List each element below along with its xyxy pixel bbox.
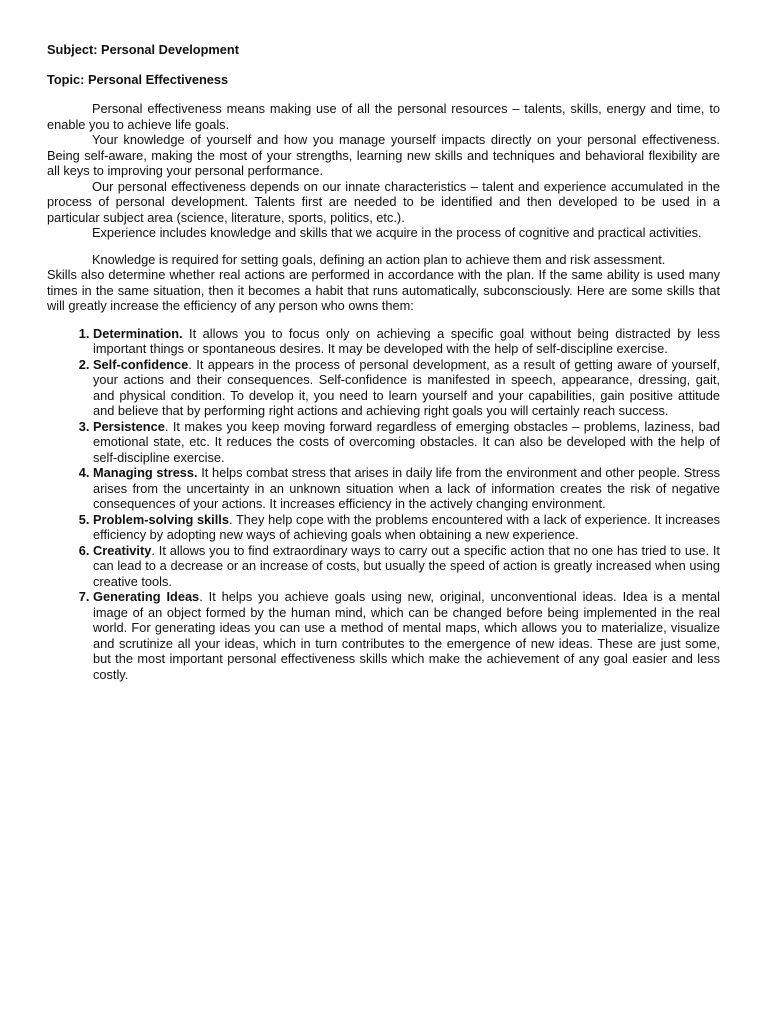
skills-list [47,326,720,683]
skill-term: Creativity [93,542,152,558]
skill-term: Generating Ideas [93,589,200,604]
paragraph: Skills also determine whether real actions are performed in accordance with the plan. If the same ability is used many times in the same situation, then it becomes a habit that runs automatically, subconsciously. Here are some skills that will greatly increase the efficiency of any person who owns them: [47,267,720,313]
intro-section [47,101,720,314]
list-item [93,419,720,466]
skill-term: Problem-solving skills [93,511,229,527]
skill-description: . It makes you keep moving forward regardless of emerging obstacles – problems, laziness, bad emotional state, etc. It reduces the costs of overcoming obstacles. It can also be developed with the help of self-discipline exercise. [93,418,720,465]
list-item [93,326,720,357]
list-item [93,543,720,590]
skill-term: Persistence [93,418,165,434]
paragraph: Experience includes knowledge and skills that we acquire in the process of cognitive and practical activities. [92,225,702,240]
list-item [93,465,720,512]
skill-term: Determination. [93,325,183,341]
skill-description: It allows you to focus only on achieving a specific goal without being distracted by less important things or spontaneous desires. It may be developed with the help of self-discipline exercise. [93,325,720,356]
subject-heading: Subject: Personal Development [47,42,240,57]
paragraph: Knowledge is required for setting goals, defining an action plan to achieve them and risk assessment. [92,251,666,267]
skill-term: Self-confidence [93,356,189,372]
skill-description: It helps combat stress that arises in daily life from the environment and other people. Stress arises from the uncertainty in an unknown situation when a lack of information creates the risk of negative consequences of your actions. It increases efficiency in the actively changing environment. [93,465,720,511]
skill-description: . It helps you achieve goals using new, original, unconventional ideas. Idea is a mental image of an object formed by the human mind, which can be changed before being implemented in the real world. For generating ideas you can use a method of mental maps, which allows you to materialize, visualize and scrutinize all your ideas, which in turn contributes to the emergence of new ideas. These are just some, but the most important personal effectiveness skills which make the achievement of any goal easier and less costly. [93,589,720,682]
skill-description: . It allows you to find extraordinary ways to carry out a specific action that no one has tried to use. It can lead to a decrease or an increase of costs, but usually the speed of action is greatly increased when using creative tools. [93,542,720,589]
topic-heading: Topic: Personal Effectiveness [47,71,229,87]
skill-description: . It appears in the process of personal development, as a result of getting aware of yourself, your actions and their consequences. Self-confidence is manifested in speech, appearance, dressing, gait, and physical condition. To develop it, you need to learn yourself and your capabilities, gain positive attitude and believe that by performing right actions and achieving right goals you will certainly reach success. [93,356,720,418]
paragraph: Our personal effectiveness depends on our innate characteristics – talent and experience accumulated in the process of personal development. Talents first are needed to be identified and then developed to be used in a particular subject area (science, literature, sports, politics, etc.). [47,178,720,225]
skill-term: Managing stress. [93,465,198,480]
skill-description: . They help cope with the problems encountered with a lack of experience. It increases efficiency by adopting new ways of achieving goals when obtaining a new experience. [93,511,720,542]
paragraph: Personal effectiveness means making use of all the personal resources – talents, skills, energy and time, to enable you to achieve life goals. [47,101,720,132]
list-item [93,589,720,682]
list-item [93,512,720,543]
paragraph: Your knowledge of yourself and how you manage yourself impacts directly on your personal effectiveness. Being self-aware, making the most of your strengths, learning new skills and techniques and behavioral flexibility are all keys to improving your personal performance. [47,132,720,178]
list-item [93,357,720,419]
